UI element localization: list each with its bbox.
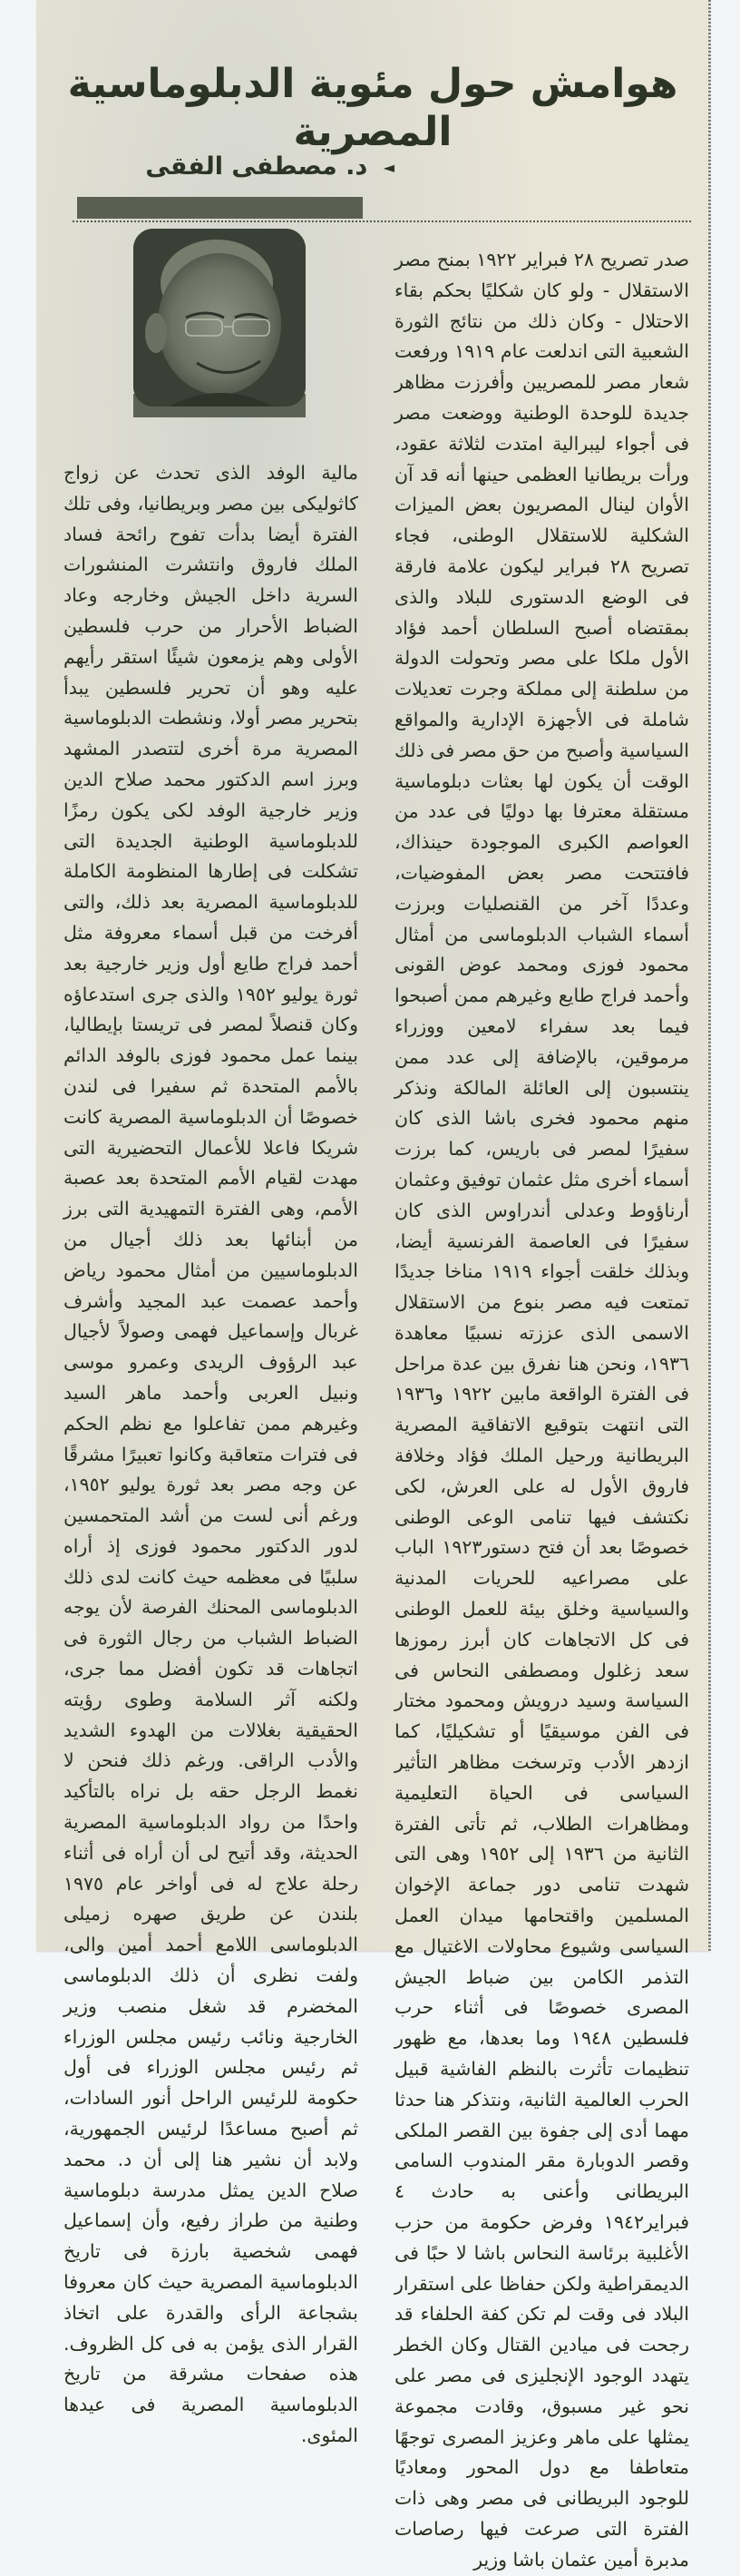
article-text-right: صدر تصريح ٢٨ فبراير ١٩٢٢ بمنح مصر الاستقلال - ولو كان شكليًا بحكم بقاء الاحتلال - وكان ذلك من نتائج الثورة الشعبية التى اندلعت عام ١٩١٩ ورفعت شعار مصر للمصريين وأفرزت مظاهر جديدة للوحدة الوطنية ووضعت مصر فى أجواء ليبرالية امتدت لثلاثة عقود، ورأت بريطانيا العظمى حينها أنه قد آن الأوان لينال المصريون بعض الميزات الشكلية للاستقلال الوطنى، فجاء تصريح ٢٨ فبراير ليكون علامة فارقة فى الوضع الدستورى للبلاد والذى بمقتضاه أصبح السلطان أحمد فؤاد الأول ملكا على مصر وتحولت الدولة من سلطنة إلى مملكة وجرت تعديلات شاملة فى الأجهزة الإدارية والمواقع السياسية وأصبح من حق مصر فى ذلك الوقت أن يكون لها بعثات دبلوماسية مستقلة معترفا بها دوليًا فى عدد من العواصم الكبرى الموجودة حينذاك، فافتتحت مصر بعض المفوضيات، وعددًا آخر من القنصليات وبرزت أسماء الشباب الدبلوماسى من أمثال محمود فوزى ومحمد عوض القونى وأحمد فراج طايع وغيرهم ممن أصبحوا فيما بعد سفراء لامعين ووزراء مرموقين، بالإضافة إلى عدد ممن ينتسبون إلى العائلة المالكة ونذكر منهم محمود فخرى باشا الذى كان سفيرًا لمصر فى باريس، كما برزت أسماء أخرى مثل عثمان توفيق وعثمان أرناؤوط وعدلى أندراوس الذى كان سفيرًا فى العاصمة الفرنسية أيضا، وبذلك خلقت أجواء ١٩١٩ مناخا جديدًا تمتعت فيه مصر بنوع من الاستقلال الاسمى الذى عززته نسبيًا معاهدة ١٩٣٦، ونحن هنا نفرق بين عدة مراحل فى الفترة الواقعة مابين ١٩٢٢ و١٩٣٦ التى انتهت بتوقيع الاتفاقية المصرية البريطانية ورحيل الملك فؤاد وخلافة فاروق الأول له على العرش، لكى نكتشف فيها تنامى الوعى الوطنى خصوصًا بعد أن فتح دستور١٩٢٣ الباب على مصراعيه للحريات المدنية والسياسية وخلق بيئة للعمل الوطنى فى كل الاتجاهات كان أبرز رموزها سعد زغلول ومصطفى النحاس فى السياسة وسيد درويش ومحمود مختار فى الفن موسيقيًا أو تشكيليًا، كما ازدهر الأدب وترسخت مظاهر التأثير السياسى فى الحياة التعليمية ومظاهرات الطلاب، ثم تأتى الفترة الثانية من ١٩٣٦ إلى ١٩٥٢ وهى التى شهدت تنامى دور جماعة الإخوان المسلمين واقتحامها ميدان العمل السياسى وشيوع محاولات الاغتيال مع التذمر الكامن بين ضباط الجيش المصرى خصوصًا فى أثناء حرب فلسطين ١٩٤٨ وما بعدها، مع ظهور تنظيمات تأثرت بالنظم الفاشية قبيل الحرب العالمية الثانية، ونتذكر هنا حدثا مهما أدى إلى جفوة بين القصر الملكى وقصر الدوبارة مقر المندوب السامى البريطانى وأعنى به حادث ٤ فبراير١٩٤٢ وفرض حكومة من حزب الأغلبية برئاسة النحاس باشا لا حبًا فى الديمقراطية ولكن حفاظا على استقرار البلاد فى وقت لم تكن كفة الحلفاء قد رجحت فى ميادين القتال وكان الخطر يتهدد الوجود الإنجليزى فى مصر على نحو غير مسبوق، وقادت مجموعة يمثلها على ماهر وعزيز المصرى توجهًا متعاطفا مع دول المحور ومعاديًا للوجود البريطانى فى مصر وهى ذات الفترة التى صرعت فيها رصاصات مدبرة أمين عثمان باشا وزير (394, 249, 690, 2571)
article-text-left: مالية الوفد الذى تحدث عن زواج كاثوليكى بين مصر وبريطانيا، وفى تلك الفترة أيضا بدأت تفوح رائحة فساد الملك فاروق وانتشرت المنشورات السرية داخل الجيش وخارجه وعاد الضباط الأحرار من حرب فلسطين الأولى وهم يزمعون شيئًا استقر رأيهم عليه وهو أن تحرير فلسطين يبدأ بتحرير مصر أولا، ونشطت الدبلوماسية المصرية مرة أخرى لتتصدر المشهد وبرز اسم الدكتور محمد صلاح الدين وزير خارجية الوفد لكى يكون رمزًا للدبلوماسية الوطنية الجديدة التى تشكلت فى إطارها المنظومة الكاملة للدبلوماسية المصرية بعد ذلك، والتى أفرخت من قبل أسماء معروفة مثل أحمد فراج طايع أول وزير خارجية بعد ثورة يوليو ١٩٥٢ والذى جرى استدعاؤه وكان قنصلاً لمصر فى تريستا بإيطاليا، بينما عمل محمود فوزى بالوفد الدائم بالأمم المتحدة ثم سفيرا فى لندن خصوصًا أن الدبلوماسية المصرية كانت شريكا فاعلا للأعمال التحضيرية التى مهدت لقيام الأمم المتحدة بعد عصبة الأمم، وهى الفترة التمهيدية التى برز من أبنائها بعد ذلك أجيال من الدبلوماسيين من أمثال محمود رياض وأحمد عصمت عبد المجيد وأشرف غربال وإسماعيل فهمى وصولاً لأجيال عبد الرؤوف الريدى وعمرو موسى ونبيل العربى وأحمد ماهر السيد وغيرهم ممن تفاعلوا مع نظم الحكم فى فترات متعاقبة وكانوا تعبيرًا مشرقًا عن وجه مصر بعد ثورة يوليو ١٩٥٢، ورغم أنى لست من أشد المتحمسين لدور الدكتور محمود فوزى إذ أراه سلبيًا فى معظمه حيث كانت لدى ذلك الدبلوماسى المحنك الفرصة لأن يوجه الضباط الشباب من رجال الثورة فى اتجاهات قد تكون أفضل مما جرى، ولكنه آثر السلامة وطوى رؤيته الحقيقية بغلالات من الهدوء الشديد والأدب الراقى. ورغم ذلك فنحن لا نغمط الرجل حقه بل نراه بالتأكيد واحدًا من رواد الدبلوماسية المصرية الحديثة، وقد أتيح لى أن أراه فى أثناء رحلة علاج له فى أواخر عام ١٩٧٥ بلندن عن طريق صهره زميلى الدبلوماسى اللامع أحمد أمين والى، ولفت نظرى أن ذلك الدبلوماسى المخضرم قد شغل منصب وزير الخارجية ونائب رئيس مجلس الوزراء ثم رئيس مجلس الوزراء فى أول حكومة للرئيس الراحل أنور السادات، ثم أصبح مساعدًا لرئيس الجمهورية، ولابد أن نشير هنا إلى أن د. محمد صلاح الدين يمثل مدرسة دبلوماسية وطنية من طراز رفيع، وأن إسماعيل فهمى شخصية بارزة فى تاريخ الدبلوماسية المصرية حيث كان معروفا بشجاعة الرأى والقدرة على اتخاذ القرار الذى يؤمن به فى كل الظروف. هذه صفحات مشرقة من تاريخ الدبلوماسية المصرية فى عيدها المئوى. (63, 462, 358, 2446)
article-column-left (63, 458, 358, 2452)
article-column-right (394, 245, 689, 2576)
newspaper-clipping (36, 0, 709, 2571)
portrait-illustration (133, 229, 306, 406)
author-photo (133, 229, 306, 417)
byline (91, 152, 394, 181)
column-edge-rule (708, 0, 711, 1951)
byline-bar (77, 197, 363, 219)
byline-marker-icon: ◄ (383, 159, 394, 176)
header-divider (73, 220, 691, 222)
author-portrait-icon (133, 229, 306, 406)
author-name: د. مصطفى الفقى (145, 152, 368, 181)
headline: هوامش حول مئوية الدبلوماسية المصرية (67, 61, 678, 156)
